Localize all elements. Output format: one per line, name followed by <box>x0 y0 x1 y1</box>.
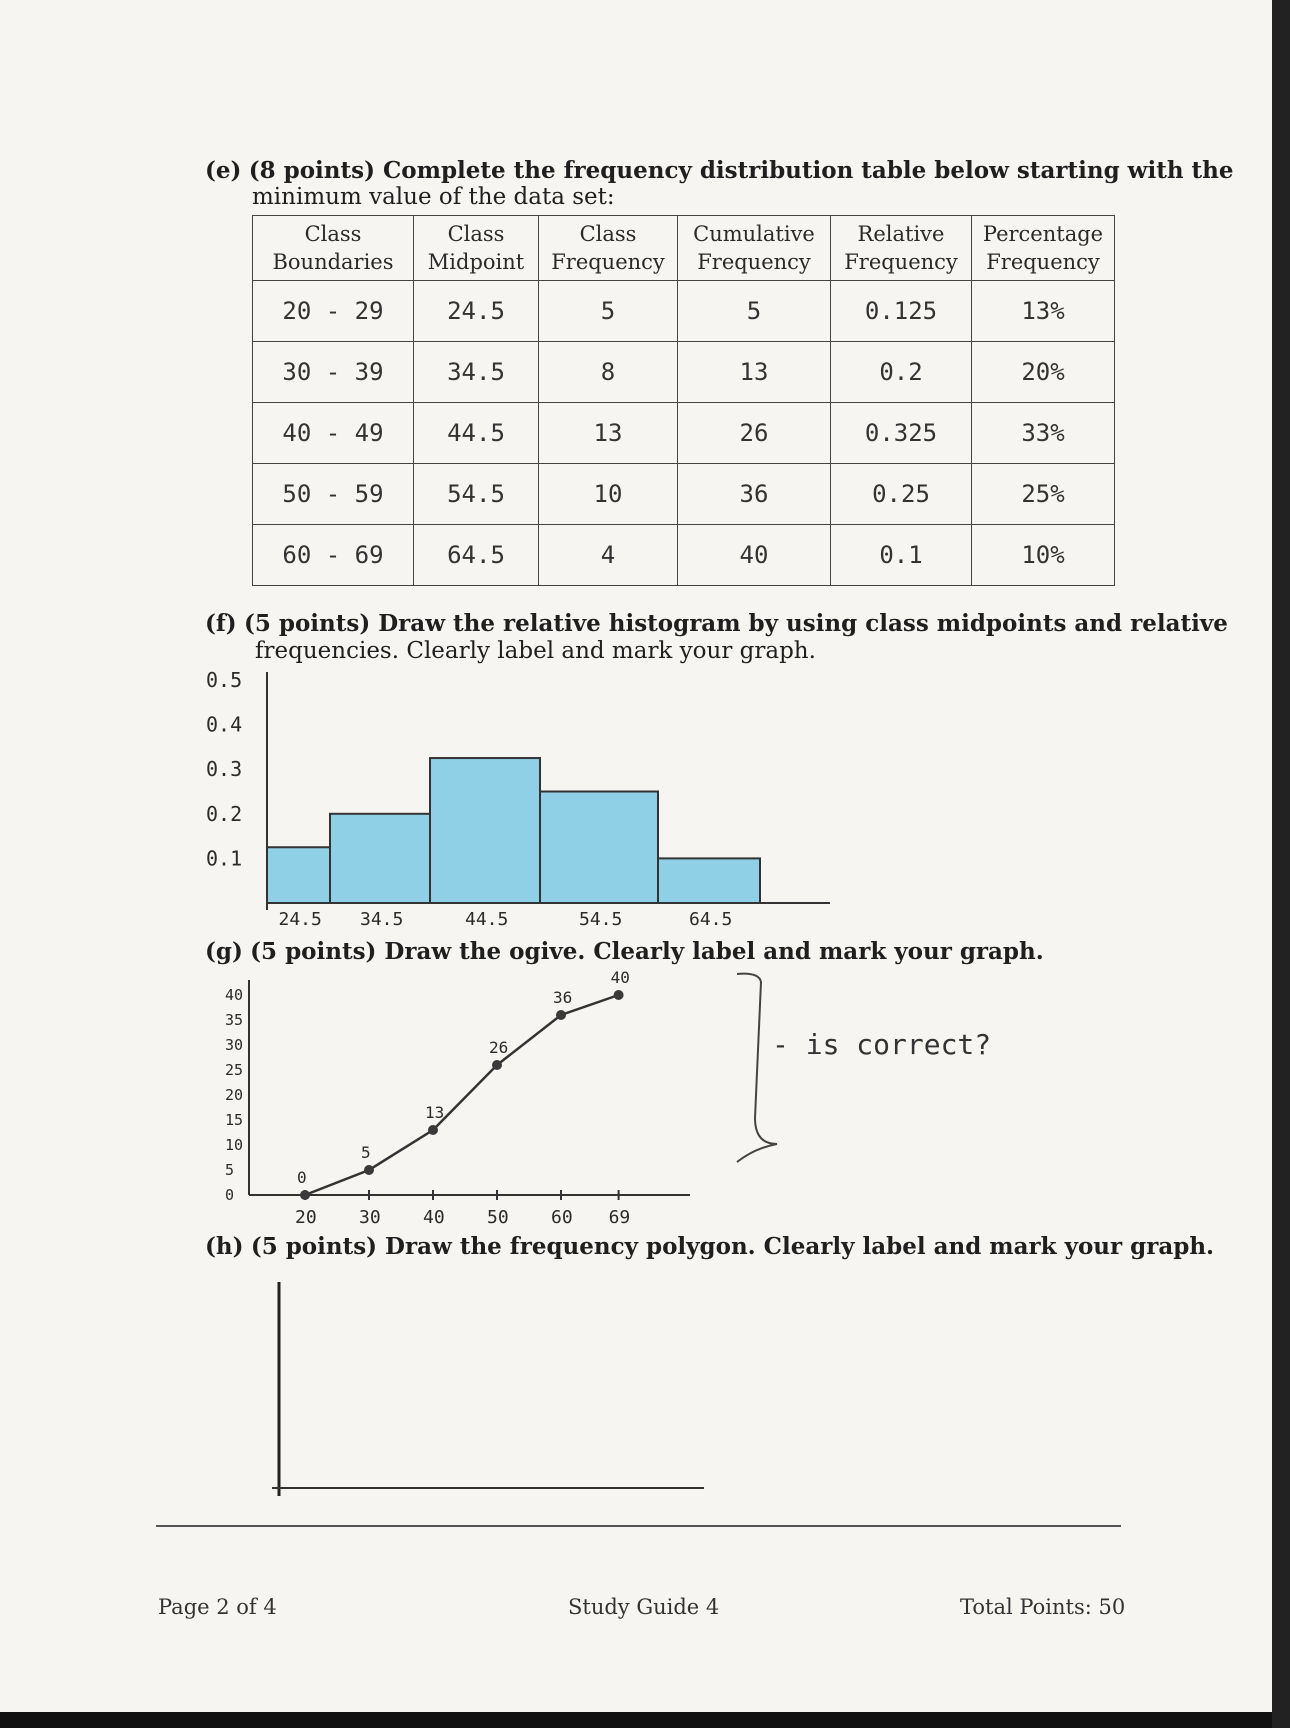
cell: 33% <box>972 403 1115 464</box>
ogive-point <box>556 1010 566 1020</box>
cell: 20% <box>972 342 1115 403</box>
ogive-y-tick-label: 0 <box>225 1186 235 1204</box>
ogive-point-label: 40 <box>610 970 630 987</box>
ogive-y-tick-label: 30 <box>225 1036 244 1054</box>
question-h-label: (h) <box>205 1233 244 1260</box>
cell: 10% <box>972 525 1115 586</box>
cell: 20 - 29 <box>253 281 414 342</box>
photo-edge-right <box>1272 0 1290 1728</box>
ogive-point <box>428 1125 438 1135</box>
histogram-bar <box>658 858 760 903</box>
cell: 60 - 69 <box>253 525 414 586</box>
cell: 13% <box>972 281 1115 342</box>
cell: 40 - 49 <box>253 403 414 464</box>
header-relative: Relative Frequency <box>831 216 972 281</box>
question-g <box>205 938 1044 966</box>
ogive-x-tick-label: 20 <box>295 1207 317 1228</box>
question-e-line1: (8 points) Complete the frequency distribution table below starting with the <box>248 157 1234 184</box>
question-h-text: (5 points) Draw the frequency polygon. Clearly label and mark your graph. <box>250 1233 1215 1260</box>
cell: 40 <box>678 525 831 586</box>
ogive-line <box>305 995 619 1195</box>
histogram-x-tick-label: 24.5 <box>278 909 322 930</box>
table-row <box>253 403 1115 464</box>
histogram-y-tick-label: 0.2 <box>206 801 243 826</box>
ogive-point <box>364 1165 374 1175</box>
histogram-y-tick-label: 0.3 <box>206 757 243 782</box>
is-correct-note: - is correct? <box>772 1028 992 1061</box>
header-cumulative: Cumulative Frequency <box>678 216 831 281</box>
histogram-bar <box>430 758 540 903</box>
ogive-point-label: 0 <box>297 1168 307 1187</box>
ogive-x-tick-label: 69 <box>608 1207 631 1228</box>
cell: 64.5 <box>414 525 539 586</box>
cell: 36 <box>678 464 831 525</box>
ogive-point <box>614 990 624 1000</box>
cell: 26 <box>678 403 831 464</box>
cell: 34.5 <box>414 342 539 403</box>
frequency-table <box>252 215 1115 586</box>
ogive-chart <box>225 970 705 1232</box>
footer-study-guide: Study Guide 4 <box>568 1595 720 1619</box>
ogive-point-label: 13 <box>425 1103 445 1122</box>
question-f-line2: frequencies. Clearly label and mark your graph. <box>255 638 816 664</box>
question-g-label: (g) <box>205 938 243 965</box>
histogram-x-tick-label: 44.5 <box>465 909 509 930</box>
header-boundaries: Class Boundaries <box>253 216 414 281</box>
histogram-x-tick-label: 54.5 <box>579 909 623 930</box>
ogive-x-tick-label: 50 <box>487 1207 509 1228</box>
histogram-y-tick-label: 0.5 <box>206 668 243 692</box>
table-row <box>253 525 1115 586</box>
cell: 0.325 <box>831 403 972 464</box>
question-e <box>205 157 1234 185</box>
cell: 8 <box>539 342 678 403</box>
ogive-x-tick-label: 30 <box>359 1207 381 1228</box>
cell: 13 <box>539 403 678 464</box>
cell: 5 <box>678 281 831 342</box>
cell: 24.5 <box>414 281 539 342</box>
cell: 4 <box>539 525 678 586</box>
question-f-label: (f) <box>205 610 237 637</box>
footer-divider <box>156 1525 1121 1527</box>
footer-page-number: Page 2 of 4 <box>158 1595 277 1619</box>
cell: 50 - 59 <box>253 464 414 525</box>
table-row <box>253 342 1115 403</box>
question-f-line1: (5 points) Draw the relative histogram by using class midpoints and relative <box>243 610 1228 637</box>
cell: 10 <box>539 464 678 525</box>
header-midpoint: Class Midpoint <box>414 216 539 281</box>
cell: 0.2 <box>831 342 972 403</box>
relative-histogram <box>190 660 890 935</box>
cell: 44.5 <box>414 403 539 464</box>
ogive-point-label: 5 <box>361 1143 371 1162</box>
ogive-y-tick-label: 15 <box>225 1111 244 1129</box>
frequency-polygon-axes <box>270 1278 710 1508</box>
ogive-point <box>300 1190 310 1200</box>
cell: 0.25 <box>831 464 972 525</box>
cell: 30 - 39 <box>253 342 414 403</box>
question-e-line2: minimum value of the data set: <box>252 184 615 210</box>
ogive-y-tick-label: 5 <box>225 1161 235 1179</box>
ogive-x-tick-label: 40 <box>423 1207 445 1228</box>
histogram-x-tick-label: 64.5 <box>689 909 733 930</box>
table-row <box>253 281 1115 342</box>
cell: 0.1 <box>831 525 972 586</box>
histogram-bar <box>267 847 330 903</box>
ogive-y-tick-label: 40 <box>225 986 244 1004</box>
histogram-bar <box>540 792 658 904</box>
histogram-y-tick-label: 0.1 <box>206 846 243 871</box>
question-h <box>205 1233 1214 1261</box>
histogram-x-tick-label: 34.5 <box>360 909 404 930</box>
ogive-point <box>492 1060 502 1070</box>
header-frequency: Class Frequency <box>539 216 678 281</box>
ogive-y-tick-label: 20 <box>225 1086 244 1104</box>
ogive-y-tick-label: 35 <box>225 1011 244 1029</box>
photo-edge-bottom <box>0 1712 1290 1728</box>
question-g-text: (5 points) Draw the ogive. Clearly label and mark your graph. <box>250 938 1044 965</box>
cell: 54.5 <box>414 464 539 525</box>
cell: 25% <box>972 464 1115 525</box>
cell: 0.125 <box>831 281 972 342</box>
ogive-point-label: 26 <box>489 1038 509 1057</box>
ogive-y-tick-label: 25 <box>225 1061 244 1079</box>
annotation-bracket <box>735 968 795 1168</box>
cell: 13 <box>678 342 831 403</box>
table-header-row <box>253 216 1115 281</box>
table-row <box>253 464 1115 525</box>
question-f <box>205 610 1228 638</box>
cell: 5 <box>539 281 678 342</box>
footer-total-points: Total Points: 50 <box>960 1595 1126 1619</box>
header-percentage: Percentage Frequency <box>972 216 1115 281</box>
ogive-x-tick-label: 60 <box>551 1207 573 1228</box>
ogive-y-tick-label: 10 <box>225 1136 244 1154</box>
ogive-point-label: 36 <box>553 988 573 1007</box>
question-e-label: (e) <box>205 157 242 184</box>
histogram-y-tick-label: 0.4 <box>206 712 243 737</box>
histogram-bar <box>330 814 430 903</box>
